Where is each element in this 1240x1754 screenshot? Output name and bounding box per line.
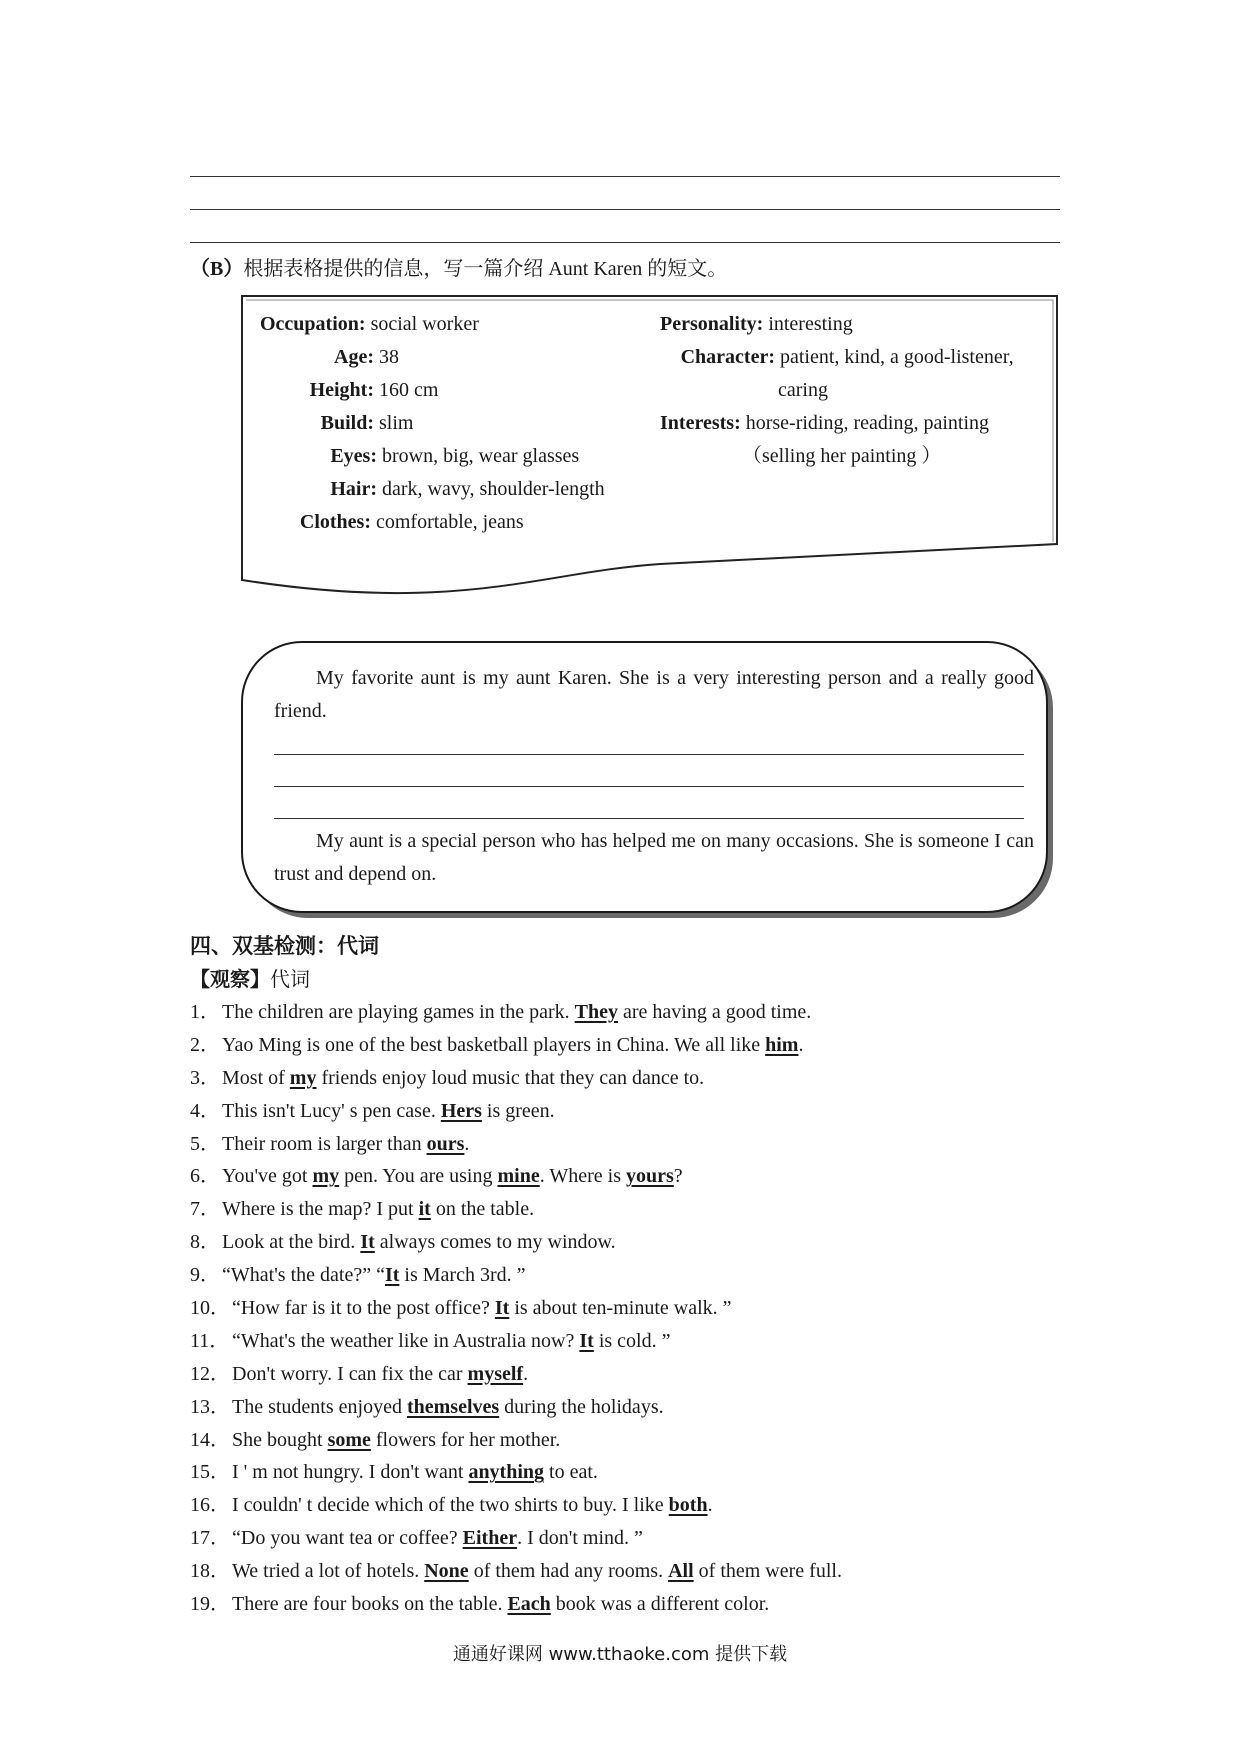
section-b-prompt — [190, 252, 727, 281]
item-number: 4． — [190, 1099, 220, 1122]
item-number: 8． — [190, 1231, 220, 1254]
list-item — [190, 1391, 1090, 1424]
item-text: We tried a lot of hotels. — [232, 1560, 425, 1583]
item-number: 6． — [190, 1165, 220, 1188]
item-text: There are four books on the table. — [232, 1593, 508, 1616]
item-text: on the table. — [430, 1198, 535, 1221]
item-number: 3． — [190, 1066, 220, 1089]
character-value: patient, kind, a good-listener, — [775, 346, 1014, 368]
item-text: ? — [673, 1165, 683, 1188]
item-number: 14． — [190, 1428, 230, 1451]
item-number: 18． — [190, 1560, 230, 1583]
pronoun-answer: both — [668, 1494, 708, 1517]
list-item — [190, 1456, 1090, 1489]
personality-row — [660, 308, 1070, 341]
list-item — [190, 1259, 1090, 1292]
pronoun-answer: It — [360, 1231, 375, 1254]
character-continued: caring — [778, 379, 828, 401]
pronoun-answer: mine — [497, 1165, 540, 1188]
pronoun-answer: It — [384, 1264, 400, 1287]
age-row — [240, 341, 640, 374]
item-text: “What's the date?” “ — [222, 1264, 385, 1287]
list-item — [190, 996, 1090, 1029]
pronoun-answer: my — [312, 1165, 340, 1188]
pronoun-answer: Each — [507, 1593, 551, 1616]
pronoun-answer: All — [668, 1560, 694, 1583]
writing-opening: My favorite aunt is my aunt Karen. She is a very interesting person and a really good friend. — [274, 667, 1034, 722]
pronoun-answer: yours — [626, 1165, 674, 1188]
eyes-value: brown, big, wear glasses — [377, 445, 580, 467]
item-text: Yao Ming is one of the best basketball players in China. We all like — [222, 1033, 766, 1056]
item-text: The children are playing games in the park. — [222, 1001, 575, 1023]
pronoun-answer: None — [424, 1560, 469, 1583]
writing-line — [274, 818, 1024, 819]
item-number: 17． — [190, 1527, 230, 1550]
pronoun-answer: anything — [468, 1461, 545, 1484]
character-label: Character: — [680, 346, 775, 368]
writing-closing: My aunt is a special person who has helped me on many occasions. She is someone I can trust and depend on. — [274, 830, 1034, 885]
item-number: 9． — [190, 1264, 220, 1287]
item-number: 5． — [190, 1132, 220, 1155]
list-item — [190, 1062, 1090, 1095]
list-item — [190, 1325, 1090, 1358]
pronoun-answer: it — [418, 1198, 431, 1221]
item-number: 12． — [190, 1362, 230, 1385]
item-text: . — [707, 1494, 713, 1517]
item-text: . Where is — [539, 1165, 626, 1188]
item-number: 16． — [190, 1494, 230, 1517]
item-text: of them were full. — [693, 1560, 842, 1583]
answer-line — [190, 176, 1060, 177]
item-text: flowers for her mother. — [370, 1428, 561, 1451]
hair-label: Hair: — [330, 478, 377, 500]
list-item — [190, 1522, 1090, 1555]
interests-value: horse-riding, reading, painting — [740, 412, 990, 434]
interests-continued: （selling her painting ） — [742, 445, 942, 467]
pronoun-answer: ours — [426, 1132, 465, 1155]
occupation-row — [240, 308, 640, 341]
item-number: 10． — [190, 1297, 230, 1320]
character-row — [660, 341, 1070, 374]
grammar-section-title: 四、双基检测：代词 — [190, 934, 379, 958]
eyes-row — [240, 440, 640, 473]
observe-bracket: 【观察】 — [190, 967, 270, 991]
item-text: Their room is larger than — [222, 1132, 427, 1155]
hair-value: dark, wavy, shoulder-length — [377, 478, 605, 500]
pronoun-answer: It — [579, 1329, 594, 1352]
list-item — [190, 1095, 1090, 1128]
item-text: “Do you want tea or coffee? — [232, 1527, 463, 1550]
item-text: during the holidays. — [499, 1395, 664, 1418]
item-text: is green. — [481, 1099, 555, 1122]
personality-value: interesting — [763, 313, 853, 335]
item-number: 15． — [190, 1461, 230, 1484]
item-number: 7． — [190, 1198, 220, 1221]
section-b-prefix: （B） — [190, 258, 244, 280]
answer-line — [190, 242, 1060, 243]
item-text: You've got — [222, 1165, 313, 1188]
height-row — [240, 374, 640, 407]
item-text: Where is the map? I put — [222, 1198, 419, 1221]
build-row — [240, 407, 640, 440]
profile-right-column — [660, 308, 1070, 473]
age-label: Age: — [334, 346, 374, 368]
item-text: . — [523, 1362, 529, 1385]
profile-left-column — [240, 308, 640, 539]
pronoun-answer: my — [289, 1066, 317, 1089]
age-value: 38 — [374, 346, 399, 368]
item-text: Look at the bird. — [222, 1231, 361, 1254]
clothes-value: comfortable, jeans — [371, 511, 524, 533]
section-b-text: 根据表格提供的信息，写一篇介绍 Aunt Karen 的短文。 — [243, 258, 728, 280]
personality-label: Personality: — [660, 313, 764, 335]
observe-label: 代词 — [270, 967, 310, 991]
pronoun-answer: him — [765, 1033, 799, 1056]
item-text: is cold. ” — [593, 1329, 671, 1352]
list-item — [190, 1029, 1090, 1062]
clothes-label: Clothes: — [299, 511, 371, 533]
pronoun-answer: some — [327, 1428, 371, 1451]
item-text: friends enjoy loud music that they can dance to. — [316, 1066, 705, 1089]
list-item — [190, 1128, 1090, 1161]
item-text: of them had any rooms. — [468, 1560, 669, 1583]
interests-label: Interests: — [660, 412, 741, 434]
list-item — [190, 1226, 1090, 1259]
list-item — [190, 1160, 1090, 1193]
item-number: 11． — [190, 1329, 230, 1352]
eyes-label: Eyes: — [330, 445, 377, 467]
occupation-label: Occupation: — [260, 313, 366, 335]
item-text: is March 3rd. ” — [399, 1264, 526, 1287]
item-number: 1． — [190, 1001, 220, 1023]
item-text: I couldn' t decide which of the two shirts to buy. I like — [232, 1494, 669, 1517]
list-item — [190, 1424, 1090, 1457]
pronoun-answer: Hers — [440, 1099, 482, 1122]
item-text: The students enjoyed — [232, 1395, 407, 1418]
item-text: are having a good time. — [618, 1001, 812, 1023]
item-text: Don't worry. I can fix the car — [232, 1362, 468, 1385]
pronoun-answer: They — [574, 1001, 618, 1023]
item-text: . — [798, 1033, 804, 1056]
interests-row — [660, 407, 1070, 440]
list-item — [190, 1193, 1090, 1226]
item-text: “How far is it to the post office? — [232, 1297, 495, 1320]
writing-line — [274, 754, 1024, 755]
item-text: This isn't Lucy' s pen case. — [222, 1099, 441, 1122]
height-value: 160 cm — [374, 379, 439, 401]
item-text: “What's the weather like in Australia now? — [232, 1329, 580, 1352]
item-text: is about ten-minute walk. ” — [509, 1297, 732, 1320]
pronoun-answer: themselves — [406, 1395, 500, 1418]
item-text: pen. You are using — [339, 1165, 498, 1188]
writing-line — [274, 786, 1024, 787]
height-label: Height: — [309, 379, 374, 401]
item-text: always comes to my window. — [374, 1231, 616, 1254]
item-text: Most of — [222, 1066, 290, 1089]
pronoun-answer: It — [494, 1297, 510, 1320]
list-item — [190, 1358, 1090, 1391]
list-item — [190, 1292, 1090, 1325]
item-number: 13． — [190, 1395, 230, 1418]
item-text: . I don't mind. ” — [517, 1527, 643, 1550]
item-number: 19． — [190, 1593, 230, 1616]
pronoun-example-list — [190, 996, 1090, 1621]
item-text: book was a different color. — [550, 1593, 770, 1616]
pronoun-answer: myself — [467, 1362, 524, 1385]
list-item — [190, 1555, 1090, 1588]
list-item — [190, 1588, 1090, 1621]
item-text: . — [464, 1132, 470, 1155]
answer-line — [190, 209, 1060, 210]
item-text: She bought — [232, 1428, 328, 1451]
item-number: 2． — [190, 1033, 220, 1056]
hair-row — [240, 473, 640, 506]
clothes-row — [240, 506, 640, 539]
occupation-value: social worker — [365, 313, 479, 335]
item-text: to eat. — [544, 1461, 598, 1484]
observe-heading — [190, 963, 310, 992]
footer-credit: 通通好课网 www.tthaoke.com 提供下载 — [452, 1644, 788, 1665]
build-label: Build: — [320, 412, 374, 434]
build-value: slim — [374, 412, 414, 434]
pronoun-answer: Either — [462, 1527, 518, 1550]
item-text: I ' m not hungry. I don't want — [232, 1461, 469, 1484]
list-item — [190, 1489, 1090, 1522]
